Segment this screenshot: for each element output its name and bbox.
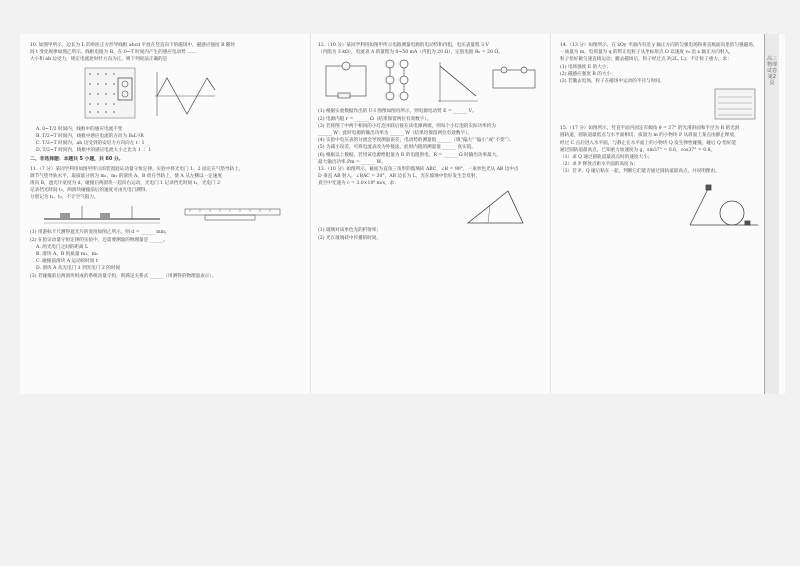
field-region bbox=[715, 89, 755, 119]
q11-option: D. 滑块 A 从光电门 1 到光电门 2 的时间 bbox=[36, 266, 121, 272]
q12-line: (2) 电源内阻 r = ______ Ω（结果保留两位有效数字）。 bbox=[318, 116, 432, 122]
q13-figure bbox=[318, 187, 543, 227]
section-heading: 二、非选择题：本题共 5 小题，共 60 分。 bbox=[30, 157, 124, 163]
q15-line: 通过圆轨道最高点，已知重力加速度为 g，sin37° = 0.6，cos37° = 0.8。 bbox=[560, 147, 716, 153]
q10-line: 大小和 ab 边受力，规定电流逆时针方向为正，则下列说法正确的是 bbox=[30, 57, 168, 63]
q14-line: 粒子恰好做匀速直线运动；撤去磁场后，粒子经过点 P(2L, L)，不计粒子重力，求： bbox=[560, 57, 732, 63]
q11-option: C. 碰撞前滑块 A 运动的时间 t bbox=[36, 259, 98, 265]
q11-figure bbox=[30, 201, 295, 229]
q14-line: (3) 若撤去电场，粒子在磁场中运动的半径与时间。 bbox=[560, 78, 665, 84]
q14-line: 14.（13 分）如图所示，在 xOy 平面内有沿 y 轴正方向的匀强电场和垂直纸面向里的匀强磁场， bbox=[560, 43, 758, 48]
q10-option: A. 0~T/2 时间内，线框中的感应电流不变 bbox=[36, 126, 123, 132]
q10-option: B. T/2~T 时间内，线框中感应电流的方向为 B₀L²/R bbox=[36, 133, 144, 139]
q12-line: (3) 若将图丁中两个相同的小灯泡并联后接在该电源两端，则每个小灯泡的实际功率约为 bbox=[318, 123, 496, 129]
q11-sub: (2) 在验证动量守恒定律的实验中，还需要测量的物理量是 ______。 bbox=[30, 237, 169, 243]
q15-line: 经过 C 点后进入水平面，与静止在水平面上的小物块 Q 发生弹性碰撞，碰后 Q 恰好能 bbox=[560, 140, 736, 146]
circuit-diagram-jia bbox=[326, 62, 366, 98]
q13-line: D 垂直 AB 射入，∠BAC = 30°，AB 边长为 L，光在玻璃中恰好发生全反射， bbox=[318, 174, 481, 180]
fold-line bbox=[310, 34, 311, 394]
q14-figure bbox=[560, 85, 760, 125]
air-track-svg bbox=[30, 201, 295, 229]
glass-prism bbox=[468, 191, 523, 223]
q13-line: 13.（10 分）如图所示，截面为直角三角形的玻璃砖 ABC，∠B = 90°，一束单色光从 AB 边中点 bbox=[318, 166, 519, 172]
fold-line bbox=[550, 34, 551, 394]
incline-and-loop bbox=[690, 185, 758, 225]
q11-option: A. 两光电门之间的距离 L bbox=[36, 244, 89, 250]
q12-line: ______ W；此时电源的输出功率为 ______ W（结果均保留两位有效数字）。 bbox=[318, 130, 472, 136]
b-t-graph bbox=[155, 72, 215, 116]
q12-line: 最大输出功率 Pm = ______ W。 bbox=[318, 159, 386, 165]
q15-line: （3）若 P、Q 碰后粘在一起，判断它们能否通过圆轨道最高点，并说明理由。 bbox=[560, 169, 720, 175]
u-i-graph bbox=[438, 62, 478, 102]
q12-figures bbox=[318, 56, 543, 108]
q12-line: （内阻为 3 kΩ），电流表 A 的量程为 0~50 mA（内阻为 20 Ω），定值电阻 R₀ = 20 Ω。 bbox=[318, 50, 503, 56]
q11-option: B. 滑块 A、B 的质量 m₁、m₂ bbox=[36, 252, 98, 258]
q14-line: (1) 电场强度 E 的大小； bbox=[560, 64, 611, 70]
rail-label: 高三物理试卷第2页 bbox=[767, 56, 778, 86]
q10-figure bbox=[30, 64, 295, 126]
circuit-diagram-ding bbox=[493, 67, 535, 88]
q10-figures-svg bbox=[30, 64, 295, 126]
q11-sub: (1) 用游标卡尺测得遮光片的宽度如图乙所示，则 d = ______ mm。 bbox=[30, 230, 170, 236]
q13-sub: (2) 光在玻璃砖中传播的时间。 bbox=[318, 235, 382, 241]
air-track bbox=[44, 206, 160, 223]
q12-line: (5) 为减小误差，可将电流表改为外接法，此时内阻的测量值 ______ 真实值。 bbox=[318, 145, 476, 151]
q15-line: 圆轨道，圆轨道最低点与水平面相切，质量为 m 的小物块 P 从斜面上某点由静止释放， bbox=[560, 133, 739, 139]
q11-line: 记录挡光时间 t₂，两滑块碰撞前后的速度可由光电门测得。 bbox=[30, 188, 150, 194]
q15-line: （1）求 Q 通过圆轨道最高点时的速度大小； bbox=[560, 154, 653, 160]
column-1 bbox=[30, 42, 295, 280]
q14-line: 一质量为 m、电荷量为 q 的带正电粒子从坐标原点 O 以速度 v₀ 沿 x 轴正方向射入， bbox=[560, 50, 734, 56]
light-ray bbox=[488, 205, 490, 223]
q11-sub: (3) 若碰撞前后两滑块组成的系统动量守恒，则满足关系式 ______（用测得的物理量表示）。 bbox=[30, 273, 217, 279]
q11-line: 11.（7 分）某同学利用如图甲所示的装置验证动量守恒定律。实验中将光电门 1、2 固定在气垫导轨上， bbox=[30, 166, 244, 172]
q12-line: (1) 根据实验数据作出的 U-I 图像如图丙所示，则电源电动势 E = ______ V。 bbox=[318, 109, 477, 115]
q12-line: (6) 根据以上数据，若用该电源给阻值为 R 的电阻供电，R = ______ Ω 时输出功率最大， bbox=[318, 152, 501, 158]
vernier-caliper bbox=[185, 209, 280, 220]
q15-line: （2）求 P 释放点距水平面的高度 h； bbox=[560, 162, 638, 168]
binding-rail bbox=[764, 34, 779, 394]
field-region-svg bbox=[560, 85, 760, 125]
q10-option: C. T/2~T 时间内，ab 边受到的安培力方向向左 t ∶ 1 bbox=[36, 140, 145, 146]
exam-sheet bbox=[20, 34, 785, 394]
column-2 bbox=[318, 42, 543, 242]
column-3 bbox=[560, 42, 760, 235]
q12-line: (4) 实验中电压表的分流会导致测量误差，电动势的测量值 ______（填“偏大”“偏小”或“不变”）。 bbox=[318, 138, 514, 144]
circuit-diagram-yi bbox=[386, 60, 408, 100]
field-grid-figure bbox=[85, 68, 135, 118]
q10-line: 间 t 变化规律如图乙所示，线框电阻为 R，在 0~T 时间内产生的感应电动势 …… bbox=[30, 50, 197, 56]
q11-line: 滑向 B，遮光片宽度为 d，碰撞后两滑块一起向右运动，光电门 1 记录挡光时间 t₁，光电门 2 bbox=[30, 180, 220, 186]
circuits-svg bbox=[318, 56, 543, 108]
q12-line: 12.（10 分）某同学利用如图甲所示电路测量电源的电动势和内阻，电压表量程 3 V bbox=[318, 43, 489, 48]
incline-loop-svg bbox=[560, 175, 760, 235]
q13-sub: (1) 玻璃对该单色光的折射率； bbox=[318, 228, 382, 234]
q11-line: 分别记为 t₁、t₂，不计空气阻力。 bbox=[30, 195, 99, 201]
q13-line: 真空中光速为 c = 3.0×10⁸ m/s，求： bbox=[318, 181, 399, 187]
q15-line: 15.（17 分）如图所示，竖直平面内固定有倾角 θ = 37° 的光滑斜面和半径为 R 的光滑 bbox=[560, 126, 740, 132]
q14-line: (2) 磁感应强度 B 的大小； bbox=[560, 71, 616, 77]
q10-option: D. T/2~T 时间内，线框中的感应电流大小之比为 1 ∶ 1 bbox=[36, 148, 152, 154]
q15-figure bbox=[560, 175, 760, 235]
prism-svg bbox=[318, 187, 543, 227]
q10-line: 10. 如图甲所示，边长为 L 的单匝正方形导线框 abcd 平放在竖直向下的磁场中，磁感应强度 B 随时 bbox=[30, 43, 236, 48]
q11-line: 调节气垫导轨水平，取质量分别为 m₁、m₂ 的滑块 A、B 放在导轨上，使 A 从左侧以一定速度 bbox=[30, 173, 222, 179]
